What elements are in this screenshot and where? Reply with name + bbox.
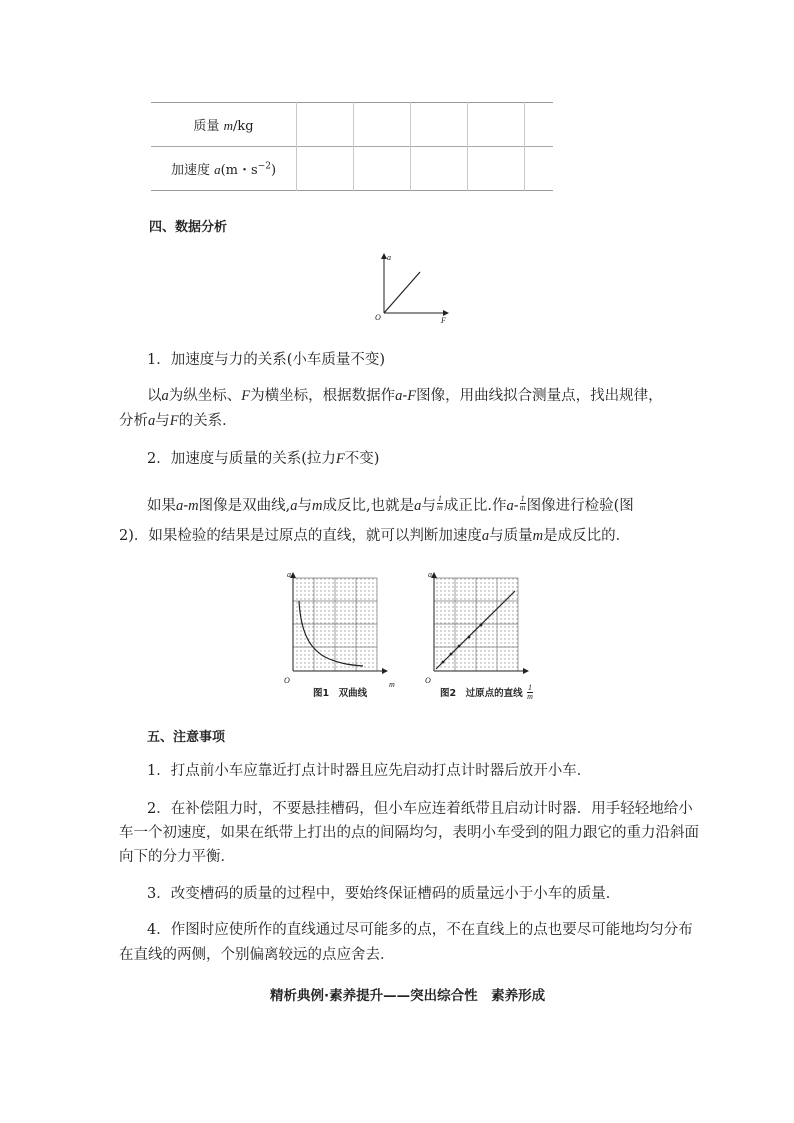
a-f-line [384, 272, 420, 313]
math-var: a [395, 388, 403, 404]
table-label-close: ) [270, 163, 277, 178]
math-var: a [161, 388, 169, 404]
text-segment: 与 [297, 498, 312, 514]
frac-numerator: 1 [437, 493, 442, 503]
text-segment: - [402, 388, 408, 404]
text-segment: 不变) [344, 451, 380, 467]
table-label-var: a [214, 162, 221, 177]
table-cell [411, 147, 468, 191]
text-segment: - [183, 498, 189, 514]
figure-1 [293, 573, 387, 671]
text-segment: 为横坐标，根据数据作 [250, 388, 396, 404]
fig1-caption: 图1 双曲线 [313, 688, 368, 699]
math-var: F [241, 388, 251, 404]
a-f-y-label: a [387, 253, 391, 262]
text-segment: 与 [155, 413, 170, 429]
item2-line1 [147, 494, 634, 518]
figure-2 [434, 573, 528, 671]
text-segment: 2)．如果检验的结果是过原点的直线，就可以判断加速度 [119, 528, 482, 544]
math-var: a [481, 528, 490, 544]
table-label-var: m [223, 118, 233, 133]
fig1-origin-label: O [284, 676, 290, 685]
text-segment: 成反比,也就是 [322, 498, 415, 514]
text-segment: 如果 [147, 498, 176, 514]
data-table [151, 102, 553, 191]
note-2-line1: 2．在补偿阻力时，不要悬挂槽码，但小车应连着纸带且启动计时器．用手轻轻地给小 [147, 801, 693, 817]
math-var: a [148, 413, 156, 429]
table-row-label [151, 147, 297, 191]
math-var: F [407, 388, 417, 404]
text-segment: 成正比.作 [443, 498, 507, 514]
item1-title: 1．加速度与力的关系(小车质量不变) [147, 352, 386, 368]
note-4-line1: 4．作图时应使所作的直线通过尽可能多的点，不在直线上的点也要尽可能地均匀分布 [147, 922, 693, 938]
table-label-exp: −2 [257, 161, 271, 172]
table-cell [411, 103, 468, 147]
a-f-graph [370, 250, 460, 330]
text-segment: 的关系． [178, 413, 237, 429]
table-cell [468, 103, 525, 147]
figures-panel [283, 565, 543, 705]
math-var: a [176, 498, 184, 514]
item1-line2 [119, 409, 237, 433]
math-var: F [169, 413, 179, 429]
text-segment: 与质量 [489, 528, 533, 544]
table-row [151, 103, 553, 147]
math-var: a [506, 498, 514, 514]
note-2-line2: 车一个初速度，如果在纸带上打出的点的间隔均匀，表明小车受到的阻力跟它的重力沿斜面 [119, 825, 699, 841]
item2-line2 [119, 524, 630, 548]
math-var: a [290, 498, 298, 514]
text-segment: 为纵坐标、 [168, 388, 242, 404]
text-segment: - [513, 498, 519, 514]
note-4-line2: 在直线的两侧，个别偏离较远的点应舍去． [119, 947, 395, 963]
table-cell [297, 103, 354, 147]
text-segment: 2．加速度与质量的关系(拉力 [147, 451, 336, 467]
item1-line1 [147, 384, 663, 408]
frac-numerator: 1 [528, 683, 532, 692]
fig2-origin-label: O [425, 676, 431, 685]
note-1: 1．打点前小车应靠近打点计时器且应先启动打点计时器后放开小车． [147, 763, 592, 779]
fig2-caption: 图2 过原点的直线 [440, 688, 523, 699]
text-segment: 是成反比的． [543, 528, 631, 544]
table-cell [525, 147, 554, 191]
fig1-y-label: a [287, 570, 291, 579]
table-cell [354, 103, 411, 147]
note-3: 3．改变槽码的质量的过程中，要始终保证槽码的质量远小于小车的质量． [147, 886, 621, 902]
text-segment: 与 [421, 498, 436, 514]
note-2-line3: 向下的分力平衡． [119, 849, 235, 865]
table-label-text: 质量 [193, 119, 220, 134]
fraction-one-over-m [437, 495, 443, 512]
frac-denominator: m [527, 692, 533, 701]
fig1-x-label: m [389, 680, 395, 689]
fig2-x-label-fraction [527, 684, 533, 701]
table-label-unit: (m・s [220, 163, 258, 178]
table-cell [468, 147, 525, 191]
frac-denominator: m [436, 502, 443, 512]
section-4-heading: 四、数据分析 [149, 220, 228, 235]
item2-title [147, 447, 379, 471]
math-var: m [532, 528, 544, 544]
frac-numerator: 1 [520, 493, 525, 503]
math-var: a [414, 498, 422, 514]
a-f-origin-label: O [375, 313, 381, 322]
table-row [151, 147, 553, 191]
text-segment: 分析 [119, 413, 148, 429]
section-banner: 精析典例·素养提升——突出综合性 素养形成 [270, 988, 546, 1004]
text-segment: 图像进行检验(图 [526, 498, 634, 514]
table-label-text: 加速度 [170, 163, 210, 178]
section-5-heading: 五、注意事项 [147, 730, 226, 745]
table-row-label [151, 103, 297, 147]
math-var: m [312, 498, 323, 514]
text-segment: 以 [147, 388, 162, 404]
a-f-x-label: F [441, 316, 446, 325]
text-segment: 图像是双曲线, [198, 498, 291, 514]
table-cell [525, 103, 554, 147]
text-segment: 图像，用曲线拟合测量点，找出规律， [416, 388, 663, 404]
table-cell [297, 147, 354, 191]
math-var: m [188, 498, 199, 514]
math-var: F [335, 451, 345, 467]
fig2-y-label: a [428, 570, 432, 579]
fraction-one-over-m [520, 495, 526, 512]
table-cell [354, 147, 411, 191]
table-label-unit: /kg [232, 119, 254, 134]
frac-denominator: m [519, 502, 526, 512]
